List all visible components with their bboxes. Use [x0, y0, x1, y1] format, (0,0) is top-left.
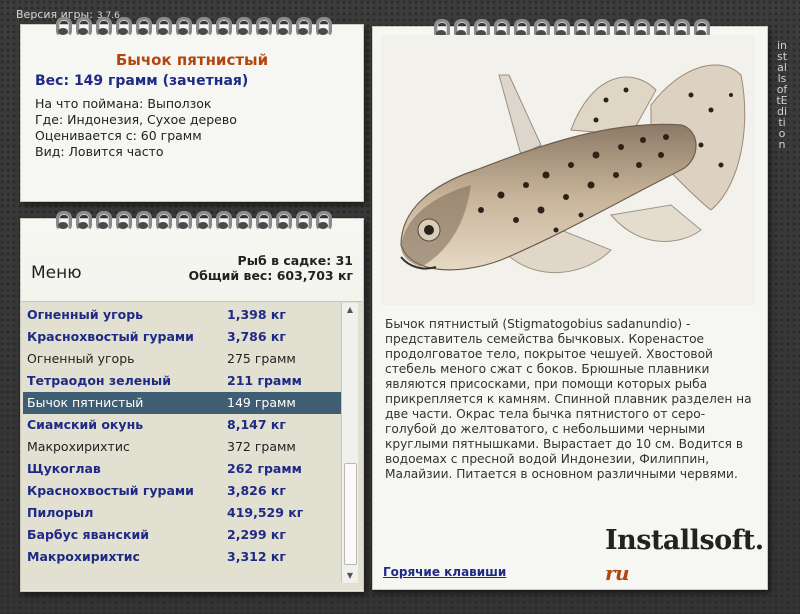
fish-weight-value: 211 грамм: [227, 373, 302, 388]
fish-name: Макрохирихтис: [27, 549, 140, 564]
fish-name: Макрохирихтис: [27, 439, 130, 454]
edition-watermark: installsoftEdition: [776, 39, 788, 151]
fish-weight-value: 3,826 кг: [227, 483, 286, 498]
info-location: Где: Индонезия, Сухое дерево: [35, 112, 237, 127]
binder-ring-icon: [52, 13, 72, 37]
version-number: 3.7.6: [96, 11, 120, 21]
fish-weight-value: 3,312 кг: [227, 549, 286, 564]
list-item[interactable]: [23, 480, 341, 502]
binder-ring-icon: [292, 13, 312, 37]
fish-info-sheet: [20, 24, 364, 202]
binder-ring-icon: [292, 207, 312, 231]
binder-ring-icon: [152, 207, 172, 231]
fish-name: Огненный угорь: [27, 351, 135, 366]
binder-ring-icon: [212, 207, 232, 231]
logo-main: Installsoft.: [605, 525, 764, 556]
scroll-up-icon[interactable]: ▲: [346, 305, 354, 314]
binder-ring-icon: [212, 13, 232, 37]
binder-ring-icon: [272, 13, 292, 37]
fish-name: Огненный угорь: [27, 307, 144, 322]
fish-detail-sheet: [372, 26, 768, 590]
goby-fish-image: [381, 35, 755, 305]
binder-ring-icon: [252, 13, 272, 37]
fish-description: Бычок пятнистый (Stigmatogobius sadanundio) - представитель семейства бычковых. Коренастое продолговатое тело, покрытое чешуей. Хвостовой стебель меного сжат с боков. Брюшные плавники являются присосками, при помощи которых рыба прикрепляется к камням. Спинной плавник разделен на две части. Окрас тела бычка пятнистого от серо-голубой до желтоватого, с небольшими черными круглыми пятнышками. Вырастает до 10 см. Водится в водоемах с пресной водой Индонезии, Филиппин, Малайзии. Питается в основном различными червями.: [385, 317, 752, 481]
list-item[interactable]: [23, 370, 341, 392]
fish-weight-value: 262 грамм: [227, 461, 302, 476]
fish-name: Щукоглав: [27, 461, 101, 476]
version-text: Версия игры:: [16, 8, 93, 21]
catch-menu-sheet: [20, 218, 364, 592]
binder-rings: [21, 13, 363, 37]
scrollbar[interactable]: [341, 303, 358, 583]
binder-ring-icon: [52, 207, 72, 231]
binder-ring-icon: [152, 13, 172, 37]
total-weight: Общий вес: 603,703 кг: [188, 268, 353, 283]
fish-weight-value: 372 грамм: [227, 439, 296, 454]
info-min-weight: Оценивается с: 60 грамм: [35, 128, 202, 143]
fish-weight-value: 275 грамм: [227, 351, 296, 366]
installsoft-logo: [605, 525, 767, 587]
binder-ring-icon: [232, 207, 252, 231]
binder-ring-icon: [112, 13, 132, 37]
binder-ring-icon: [112, 207, 132, 231]
info-frequency: Вид: Ловится часто: [35, 144, 164, 159]
catch-stats: [189, 253, 354, 283]
scroll-thumb[interactable]: [344, 463, 357, 565]
scroll-down-icon[interactable]: ▼: [346, 571, 354, 580]
fish-name: Краснохвостый гурами: [27, 329, 194, 344]
binder-ring-icon: [272, 207, 292, 231]
list-item[interactable]: [23, 304, 341, 326]
list-item[interactable]: [23, 348, 341, 370]
binder-ring-icon: [192, 13, 212, 37]
binder-ring-icon: [72, 13, 92, 37]
binder-rings: [21, 207, 363, 231]
binder-ring-icon: [252, 207, 272, 231]
list-item[interactable]: [23, 326, 341, 348]
binder-ring-icon: [172, 13, 192, 37]
binder-ring-icon: [232, 13, 252, 37]
fish-name: Пилорыл: [27, 505, 94, 520]
fish-weight-value: 149 грамм: [227, 395, 296, 410]
list-item[interactable]: [23, 392, 341, 414]
binder-ring-icon: [312, 207, 332, 231]
fish-name: Тетраодон зеленый: [27, 373, 171, 388]
binder-ring-icon: [132, 13, 152, 37]
binder-ring-icon: [72, 207, 92, 231]
binder-ring-icon: [92, 13, 112, 37]
fish-photo: [381, 35, 755, 305]
list-item[interactable]: [23, 502, 341, 524]
fish-title: Бычок пятнистый: [115, 51, 269, 69]
list-item[interactable]: [23, 436, 341, 458]
fish-weight-value: 8,147 кг: [227, 417, 286, 432]
binder-ring-icon: [172, 207, 192, 231]
fish-weight-value: 419,529 кг: [227, 505, 304, 520]
fish-weight-value: 2,299 кг: [227, 527, 286, 542]
fish-name: Краснохвостый гурами: [27, 483, 194, 498]
list-item[interactable]: [23, 524, 341, 546]
menu-title[interactable]: Меню: [31, 263, 82, 283]
fish-weight: Вес: 149 грамм (зачетная): [35, 73, 249, 89]
list-item[interactable]: [23, 414, 341, 436]
catch-list: [21, 301, 363, 590]
fish-name: Сиамский окунь: [27, 417, 144, 432]
fish-weight-value: 1,398 кг: [227, 307, 286, 322]
binder-ring-icon: [92, 207, 112, 231]
list-item[interactable]: [23, 546, 341, 568]
fish-name: Бычок пятнистый: [27, 395, 144, 410]
binder-ring-icon: [192, 207, 212, 231]
hotkeys-link[interactable]: Горячие клавиши: [383, 565, 507, 579]
fish-name: Барбус яванский: [27, 527, 149, 542]
fish-weight-value: 3,786 кг: [227, 329, 286, 344]
list-item[interactable]: [23, 458, 341, 480]
binder-ring-icon: [132, 207, 152, 231]
info-bait: На что поймана: Выползок: [35, 96, 212, 111]
fish-count: Рыб в садке: 31: [237, 253, 353, 268]
logo-ru: ru: [605, 561, 630, 585]
binder-ring-icon: [312, 13, 332, 37]
